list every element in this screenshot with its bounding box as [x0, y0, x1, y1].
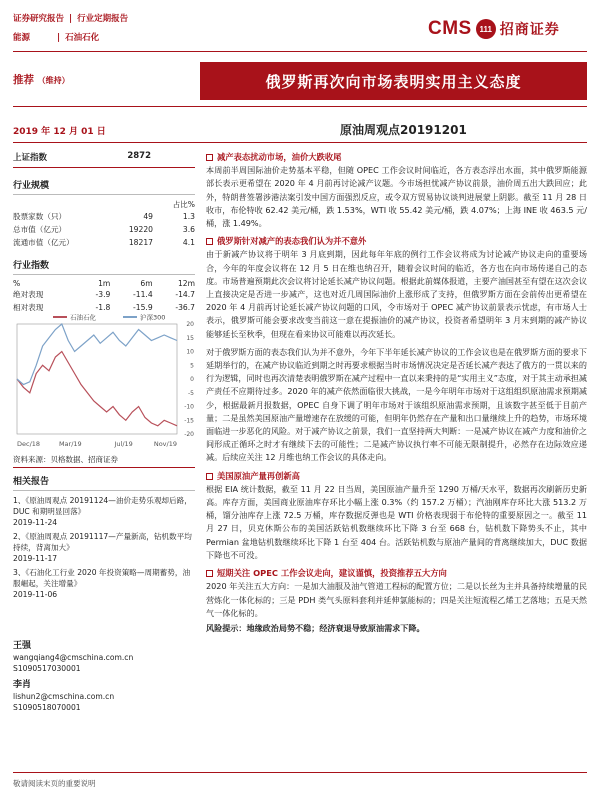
section-heading [206, 235, 587, 248]
related-heading: 相关报告 [13, 477, 50, 487]
related-item-text[interactable]: 2、《原油周观点 20191117—产量新高，钻机数平均持续，背离加大》 [13, 532, 192, 552]
section-heading-text: 俄罗斯针对减产的表态我们认为并不意外 [217, 236, 367, 247]
row-value: 49 [143, 212, 153, 222]
section-paragraph: 根据 EIA 统计数据，截至 11 月 22 日当周，美国原油产量升至 1290 万桶/天水平，数据再次刷新历史新高。库存方面，美国商业原油库存环比小幅上涨 0.3%（约 157.2 万桶）；汽油刚库存环比大涨 513.2 万桶，馏分油库存上涨 72.5 万桶，库存数据反弹也是 WTI 价格表现弱于布伦特的重要原因之一。截至 11 月 27 日，贝克休斯公布的美国活跃钻机数继续环比下降 3 台至 668 台，钻机数下降势头不止，其中 Permian 盆地钻机数继续环比下降 1 台至 404 台。活跃钻机数与原油产量间的背离继续加大，DUC 数据下降也不可没。 [206, 483, 587, 560]
section [206, 235, 587, 464]
related-item-date: 2019-11-17 [13, 554, 58, 563]
table-header-row [13, 278, 195, 289]
legend-label: 石油石化 [70, 313, 96, 322]
section [206, 151, 587, 230]
section-heading [206, 567, 587, 580]
series-line-1 [17, 324, 177, 385]
industry-scale-heading: 行业规模 [13, 181, 50, 191]
side-divider-2 [13, 467, 195, 468]
square-bullet-icon [206, 473, 213, 480]
x-tick-label: Nov/19 [153, 440, 177, 448]
report-sector: 能源 | 石油石化 [13, 33, 100, 43]
report-category: 证券研究报告 | 行业定期报告 [13, 14, 129, 24]
related-item[interactable] [13, 567, 195, 600]
title-divider [13, 106, 587, 107]
row-pct: 3.6 [182, 224, 195, 234]
performance-table [13, 278, 195, 314]
pct-header: 占比% [172, 199, 195, 209]
analyst-name: 李肖 [13, 680, 32, 690]
section-heading-text: 短期关注 OPEC 工作会议走向，建议谨慎，投资推荐五大方向 [217, 568, 447, 579]
rating [13, 72, 70, 87]
footer-note: 敬请阅读末页的重要说明 [13, 779, 96, 788]
section-paragraph: 本周前半周国际油价走势基本平稳，但随 OPEC 工作会议时间临近，各方表态浮出水面，其中俄罗斯能源部长表示更希望在 2020 年 4 月前再讨论减产议题。今市场担忧减产协议前景，油价周五出大跌回应；此外，特朗普签署涉港法案引发中国方面强烈反应，或令双方贸易协议谈判进展蒙上阴影。截至 11 月 28 日收市，布伦特收 62.42 美元/桶，跌 1.53%，WTI 收 55.42 美元/桶，跌 4.07%；上海 INE 收 463.5 元/桶，涨 1.49%。 [206, 165, 587, 229]
legend-label: 沪深300 [140, 313, 166, 322]
related-item-date: 2019-11-06 [13, 590, 58, 599]
x-tick-label: Dec/18 [17, 440, 41, 448]
row-value: -3.9 [95, 290, 111, 300]
sector-2: 石油石化 [65, 33, 100, 43]
y-tick-label: 10 [186, 348, 194, 356]
row-label: 股票家数（只） [13, 212, 67, 222]
report-subtitle: 原油周观点20191201 [340, 123, 467, 137]
sector-1: 能源 [13, 33, 31, 43]
x-tick-label: Mar/19 [58, 440, 82, 448]
table-row [13, 223, 195, 236]
risk-note: 风险提示：地缘政治局势不稳；经济衰退导致原油需求下降。 [206, 622, 425, 633]
performance-chart [13, 310, 195, 450]
row-label: 流通市值（亿元） [13, 237, 74, 247]
section-paragraph: 由于新减产协议将于明年 3 月底到期，因此每年年底的例行工作会议将成为讨论减产协议走向的重要场合，今年的年度会议将在 12 月 5 日在维也纳召开，随着会议时间的临近，各方也在向市场传递自己的态度。市场普遍预期此次会议将讨论延长减产协议问题。根据此前媒体报道，主要产油国甚至有望在这次会议上直接决定是否进一步减产，这也对近几周国际油价上涨形成了支持，但俄罗斯方面在会前传出更希望在 2020 年 4 月前再讨论延长减产协议问题的口风，令市场对于 OPEC 减产协议前景表示忧虑，有市场人士表示，俄罗斯可能会要求改变当前这一意在提振油价的减产协议，投资者希望明年 3 月末到期的减产协议能够延长至秋季，但现在看来协议可能难以再次延长。 [206, 249, 587, 339]
chart-source: 资料来源：贝格数据、招商证券 [13, 455, 118, 464]
related-item-text[interactable]: 3、《石油化工行业 2020 年投资策略—周期蓄势，油服崛起，关注增量》 [13, 568, 191, 588]
y-tick-label: -20 [184, 431, 194, 438]
analyst-id: S1090517030001 [13, 664, 81, 673]
y-tick-label: -15 [184, 417, 194, 425]
analyst-email[interactable]: lishun2@cmschina.com.cn [13, 692, 115, 701]
section [206, 567, 587, 620]
industry-scale-block [13, 178, 195, 248]
performance-block [13, 258, 195, 314]
main-content [206, 151, 587, 635]
footer-divider [13, 772, 587, 773]
row-value: -36.7 [175, 302, 195, 312]
logo-seal-icon: 111 [476, 19, 496, 39]
analyst-email[interactable]: wangqiang4@cmschina.com.cn [13, 653, 134, 662]
series-line-0 [17, 352, 177, 426]
report-title: 俄罗斯再次向市场表明实用主义态度 [200, 62, 587, 100]
section-heading [206, 151, 587, 164]
col-header: 6m [140, 278, 153, 288]
section-paragraph: 对于俄罗斯方面的表态我们认为并不意外，今年下半年延长减产协议的工作会议也是在俄罗斯方面的要求下延期举行的，在减产协议临近到期之时再要求根据当时市场情况决定是否延长减产表达了俄方的一贯以来的行为逻辑，同时也再次清楚表明俄罗斯在减产过程中一直以来秉持的是“实用主义”态度，对于其主动承担减产责任不应期待过多。2020 年的减产依然面临很大挑战，一是今年明年市场对于这组组织原油需求预期减少，根据最新月报数据，OPEC 自身下调了明年市场对于该组织原油需求预期，且该数字甚至低于目前产量；二是虽然美国原油产量增速存在放缓的可能，但明年仍然存在产量和出口量继续上升的趋势，市场环境面临进一步恶化的风险。对于减产协议之前景，我们一直坚持两大判断：一是减产协议在减产力度和油价之间形成正循环之时才有继续下去的可能性；二是减产协议执行率不可能无限制提升，必然存在边际效应递减。后续应关注 12 月维也纳工作会议的具体走向。 [206, 346, 587, 463]
index-block [13, 151, 195, 163]
related-item[interactable] [13, 531, 195, 564]
square-bullet-icon [206, 570, 213, 577]
table-row [13, 211, 195, 224]
related-item-text[interactable]: 1、《原油周观点 20191124—油价走势乐观却后路，DUC 和期明显回落》 [13, 496, 192, 516]
category-2: 行业定期报告 [77, 14, 129, 24]
y-tick-label: 15 [186, 334, 194, 342]
report-date: 2019 年 12 月 01 日 [13, 127, 106, 137]
section-heading [206, 470, 587, 483]
section-paragraph: 2020 年关注五大方向：一是加大油服及油气管道工程标的配置方位；二是以长丝为主并具备持续增量的民营炼化一体化标的；三是 PDH 类气头原料套利并延伸氯能标的；四是关注短流程乙烯工艺落地；五是天然气一体化标的。 [206, 581, 587, 618]
square-bullet-icon [206, 238, 213, 245]
brand-logo [428, 18, 560, 40]
y-tick-label: -5 [188, 389, 194, 397]
col-header: 1m [98, 278, 111, 288]
analyst-name: 王强 [13, 641, 32, 651]
section-heading-text: 减产表态扰动市场，油价大跌收尾 [217, 152, 342, 162]
analyst-block [13, 641, 195, 713]
plot-frame [17, 324, 177, 434]
category-1: 证券研究报告 [13, 14, 65, 24]
logo-text-cn: 招商证券 [499, 22, 560, 38]
related-block [13, 474, 195, 600]
section [206, 470, 587, 562]
side-divider-1 [13, 167, 195, 168]
related-item[interactable] [13, 495, 195, 528]
section-heading-text: 美国原油产量再创新高 [217, 470, 300, 481]
row-value: -15.9 [133, 302, 153, 312]
y-tick-label: 0 [190, 376, 194, 383]
row-value: -1.8 [95, 302, 111, 312]
index-label: 上证指数 [13, 153, 48, 163]
industry-scale-table [13, 198, 195, 248]
row-value: 18217 [128, 237, 153, 247]
analyst-id: S1090518070001 [13, 703, 81, 712]
row-value: -11.4 [133, 290, 153, 300]
row-label: 总市值（亿元） [13, 224, 67, 234]
col-header: % [13, 278, 21, 288]
table-row [13, 236, 195, 249]
analyst [13, 641, 195, 674]
index-value: 2872 [127, 151, 151, 161]
square-bullet-icon [206, 154, 213, 161]
y-tick-label: 20 [186, 321, 194, 328]
row-pct: 1.3 [182, 212, 195, 222]
related-item-date: 2019-11-24 [13, 518, 58, 527]
row-label: 绝对表现 [13, 290, 44, 300]
rating-label: 推荐 [13, 74, 34, 86]
rating-sub: （维持） [37, 76, 70, 85]
date-divider [13, 142, 587, 143]
y-tick-label: 5 [190, 362, 194, 370]
row-value: 19220 [128, 224, 153, 234]
logo-text-en: CMS [428, 18, 472, 39]
analyst [13, 680, 195, 713]
performance-heading: 行业指数 [13, 261, 50, 271]
x-tick-label: Jul/19 [114, 440, 133, 448]
header-divider [13, 51, 587, 52]
table-row [13, 289, 195, 302]
row-pct: 4.1 [182, 237, 195, 247]
row-label: 相对表现 [13, 302, 44, 312]
col-header: 12m [177, 278, 195, 288]
row-value: -14.7 [175, 290, 195, 300]
y-tick-label: -10 [184, 403, 194, 411]
